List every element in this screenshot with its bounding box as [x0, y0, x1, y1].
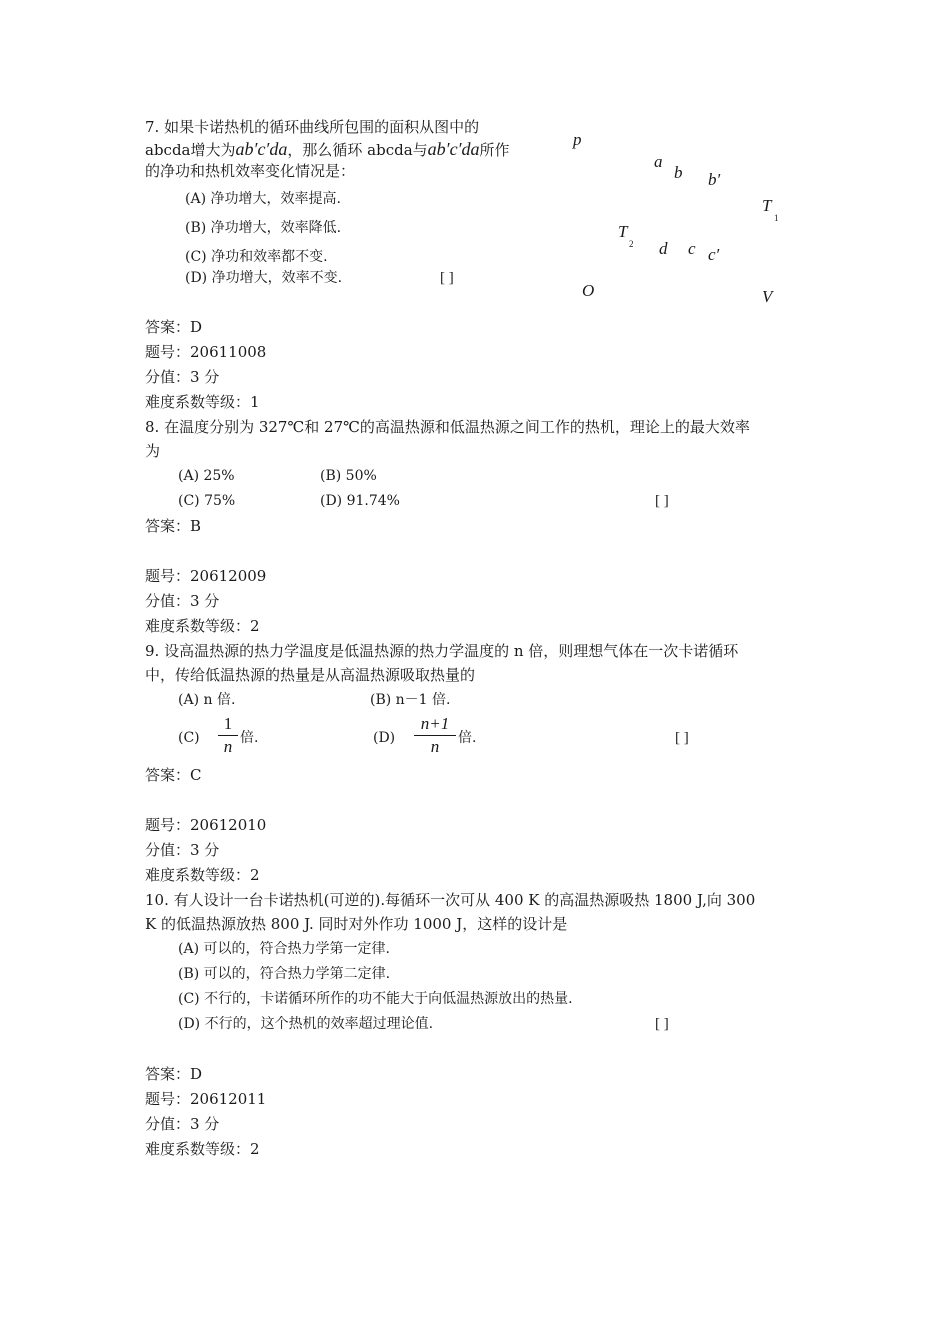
- fig-label-T2: T: [618, 222, 628, 241]
- q9-option-c-denominator: n: [223, 737, 233, 756]
- q10-answer-bracket: [ ]: [655, 1016, 669, 1032]
- q10-option-a: (A) 可以的，符合热力学第一定律.: [178, 941, 390, 957]
- q8-option-d: (D) 91.74%: [320, 493, 400, 509]
- q11-score: 分值：3 分: [145, 1115, 220, 1133]
- fig-label-O: O: [582, 281, 595, 300]
- fig-label-V: V: [762, 287, 773, 306]
- q9-option-c-label: (C): [178, 730, 200, 746]
- q7-option-a: (A) 净功增大，效率提高.: [185, 191, 341, 207]
- fig-label-T1: T: [762, 196, 772, 215]
- fraction-bar: [414, 735, 456, 736]
- q9-stem-line2: 中，传给低温热源的热量是从高温热源吸取热量的: [145, 666, 476, 684]
- q8-stem-line1: 8. 在温度分别为 327℃和 27℃的高温热源和低温热源之间工作的热机，理论上的最大效率: [145, 418, 750, 436]
- q7-option-b: (B) 净功增大，效率降低.: [185, 220, 342, 236]
- q10-id: 题号：20612010: [145, 816, 267, 834]
- q9-stem-line1: 9. 设高温热源的热力学温度是低温热源的热力学温度的 n 倍，则理想气体在一次卡诺循环: [145, 642, 739, 660]
- q9-option-b: (B) n－1 倍.: [370, 692, 451, 708]
- q9-option-d-fraction: [414, 714, 456, 757]
- q9-option-a: (A) n 倍.: [178, 692, 236, 708]
- q10-option-c: (C) 不行的，卡诺循环所作的功不能大于向低温热源放出的热量.: [178, 991, 573, 1007]
- q9-option-d-denominator: n: [430, 737, 440, 756]
- q7-stem-line2-c: 所作: [479, 141, 510, 159]
- q7-stem-line1: 7. 如果卡诺热机的循环曲线所包围的面积从图中的: [145, 118, 480, 136]
- q11-level: 难度系数等级：2: [145, 1140, 260, 1158]
- fig-label-b: b: [674, 163, 683, 182]
- q9-answer: 答案：C: [145, 766, 202, 784]
- q7-stem-line2: [145, 139, 510, 160]
- q8-option-a: (A) 25%: [178, 468, 235, 484]
- q7-stem-line2-a: abcda增大为: [145, 141, 236, 159]
- q9-option-d-numerator: n+1: [420, 714, 450, 733]
- q8-score: 分值：3 分: [145, 368, 220, 386]
- q11-id: 题号：20612011: [145, 1090, 267, 1108]
- q10-stem-line2: K 的低温热源放热 800 J. 同时对外作功 1000 J，这样的设计是: [145, 915, 568, 933]
- q10-option-d: (D) 不行的，这个热机的效率超过理论值.: [178, 1016, 434, 1032]
- q7-math-abcda-prime-2: ab′c′da: [427, 139, 480, 159]
- q10-answer: 答案：D: [145, 1065, 203, 1083]
- fraction-bar: [218, 735, 238, 736]
- q9-score: 分值：3 分: [145, 592, 220, 610]
- q9-option-c-fraction: [218, 714, 238, 757]
- q9-answer-bracket: [ ]: [675, 730, 689, 746]
- q10-stem-line1: 10. 有人设计一台卡诺热机(可逆的).每循环一次可从 400 K 的高温热源吸热 1800 J,向 300: [145, 891, 756, 909]
- q7-option-c: (C) 净功和效率都不变.: [185, 249, 328, 265]
- q9-option-c-numerator: 1: [223, 714, 233, 733]
- q9-option-c-suffix: 倍.: [240, 730, 259, 746]
- q8-option-b: (B) 50%: [320, 468, 377, 484]
- fig-label-T1-sub: 1: [774, 213, 779, 223]
- q9-option-d-label: (D): [373, 730, 396, 746]
- q9-level: 难度系数等级：2: [145, 617, 260, 635]
- fig-label-b-prime: b′: [708, 170, 721, 189]
- q10-level: 难度系数等级：2: [145, 866, 260, 884]
- fig-label-p: p: [573, 130, 582, 149]
- q9-option-d-suffix: 倍.: [458, 730, 477, 746]
- q8-stem-line2: 为: [145, 442, 161, 460]
- fig-label-T2-sub: 2: [629, 239, 634, 249]
- q10-score: 分值：3 分: [145, 841, 220, 859]
- fig-label-d: d: [659, 239, 668, 258]
- q8-answer: 答案：B: [145, 517, 202, 535]
- q10-option-b: (B) 可以的，符合热力学第二定律.: [178, 966, 391, 982]
- q8-id: 题号：20611008: [145, 343, 267, 361]
- q7-answer-bracket: [ ]: [440, 270, 454, 286]
- q8-level: 难度系数等级：1: [145, 393, 260, 411]
- q8-option-c: (C) 75%: [178, 493, 236, 509]
- fig-label-c: c: [688, 239, 696, 258]
- fig-label-c-prime: c′: [708, 245, 720, 264]
- q7-stem-line2-b: ，那么循环 abcda与: [287, 141, 428, 159]
- q7-stem-line3: 的净功和热机效率变化情况是：: [145, 162, 356, 180]
- fig-label-a: a: [654, 152, 663, 171]
- q7-option-d: (D) 净功增大，效率不变.: [185, 270, 343, 286]
- q7-math-abcda-prime: ab′c′da: [235, 139, 288, 159]
- q9-id: 题号：20612009: [145, 567, 267, 585]
- q7-answer: 答案：D: [145, 318, 203, 336]
- q8-answer-bracket: [ ]: [655, 493, 669, 509]
